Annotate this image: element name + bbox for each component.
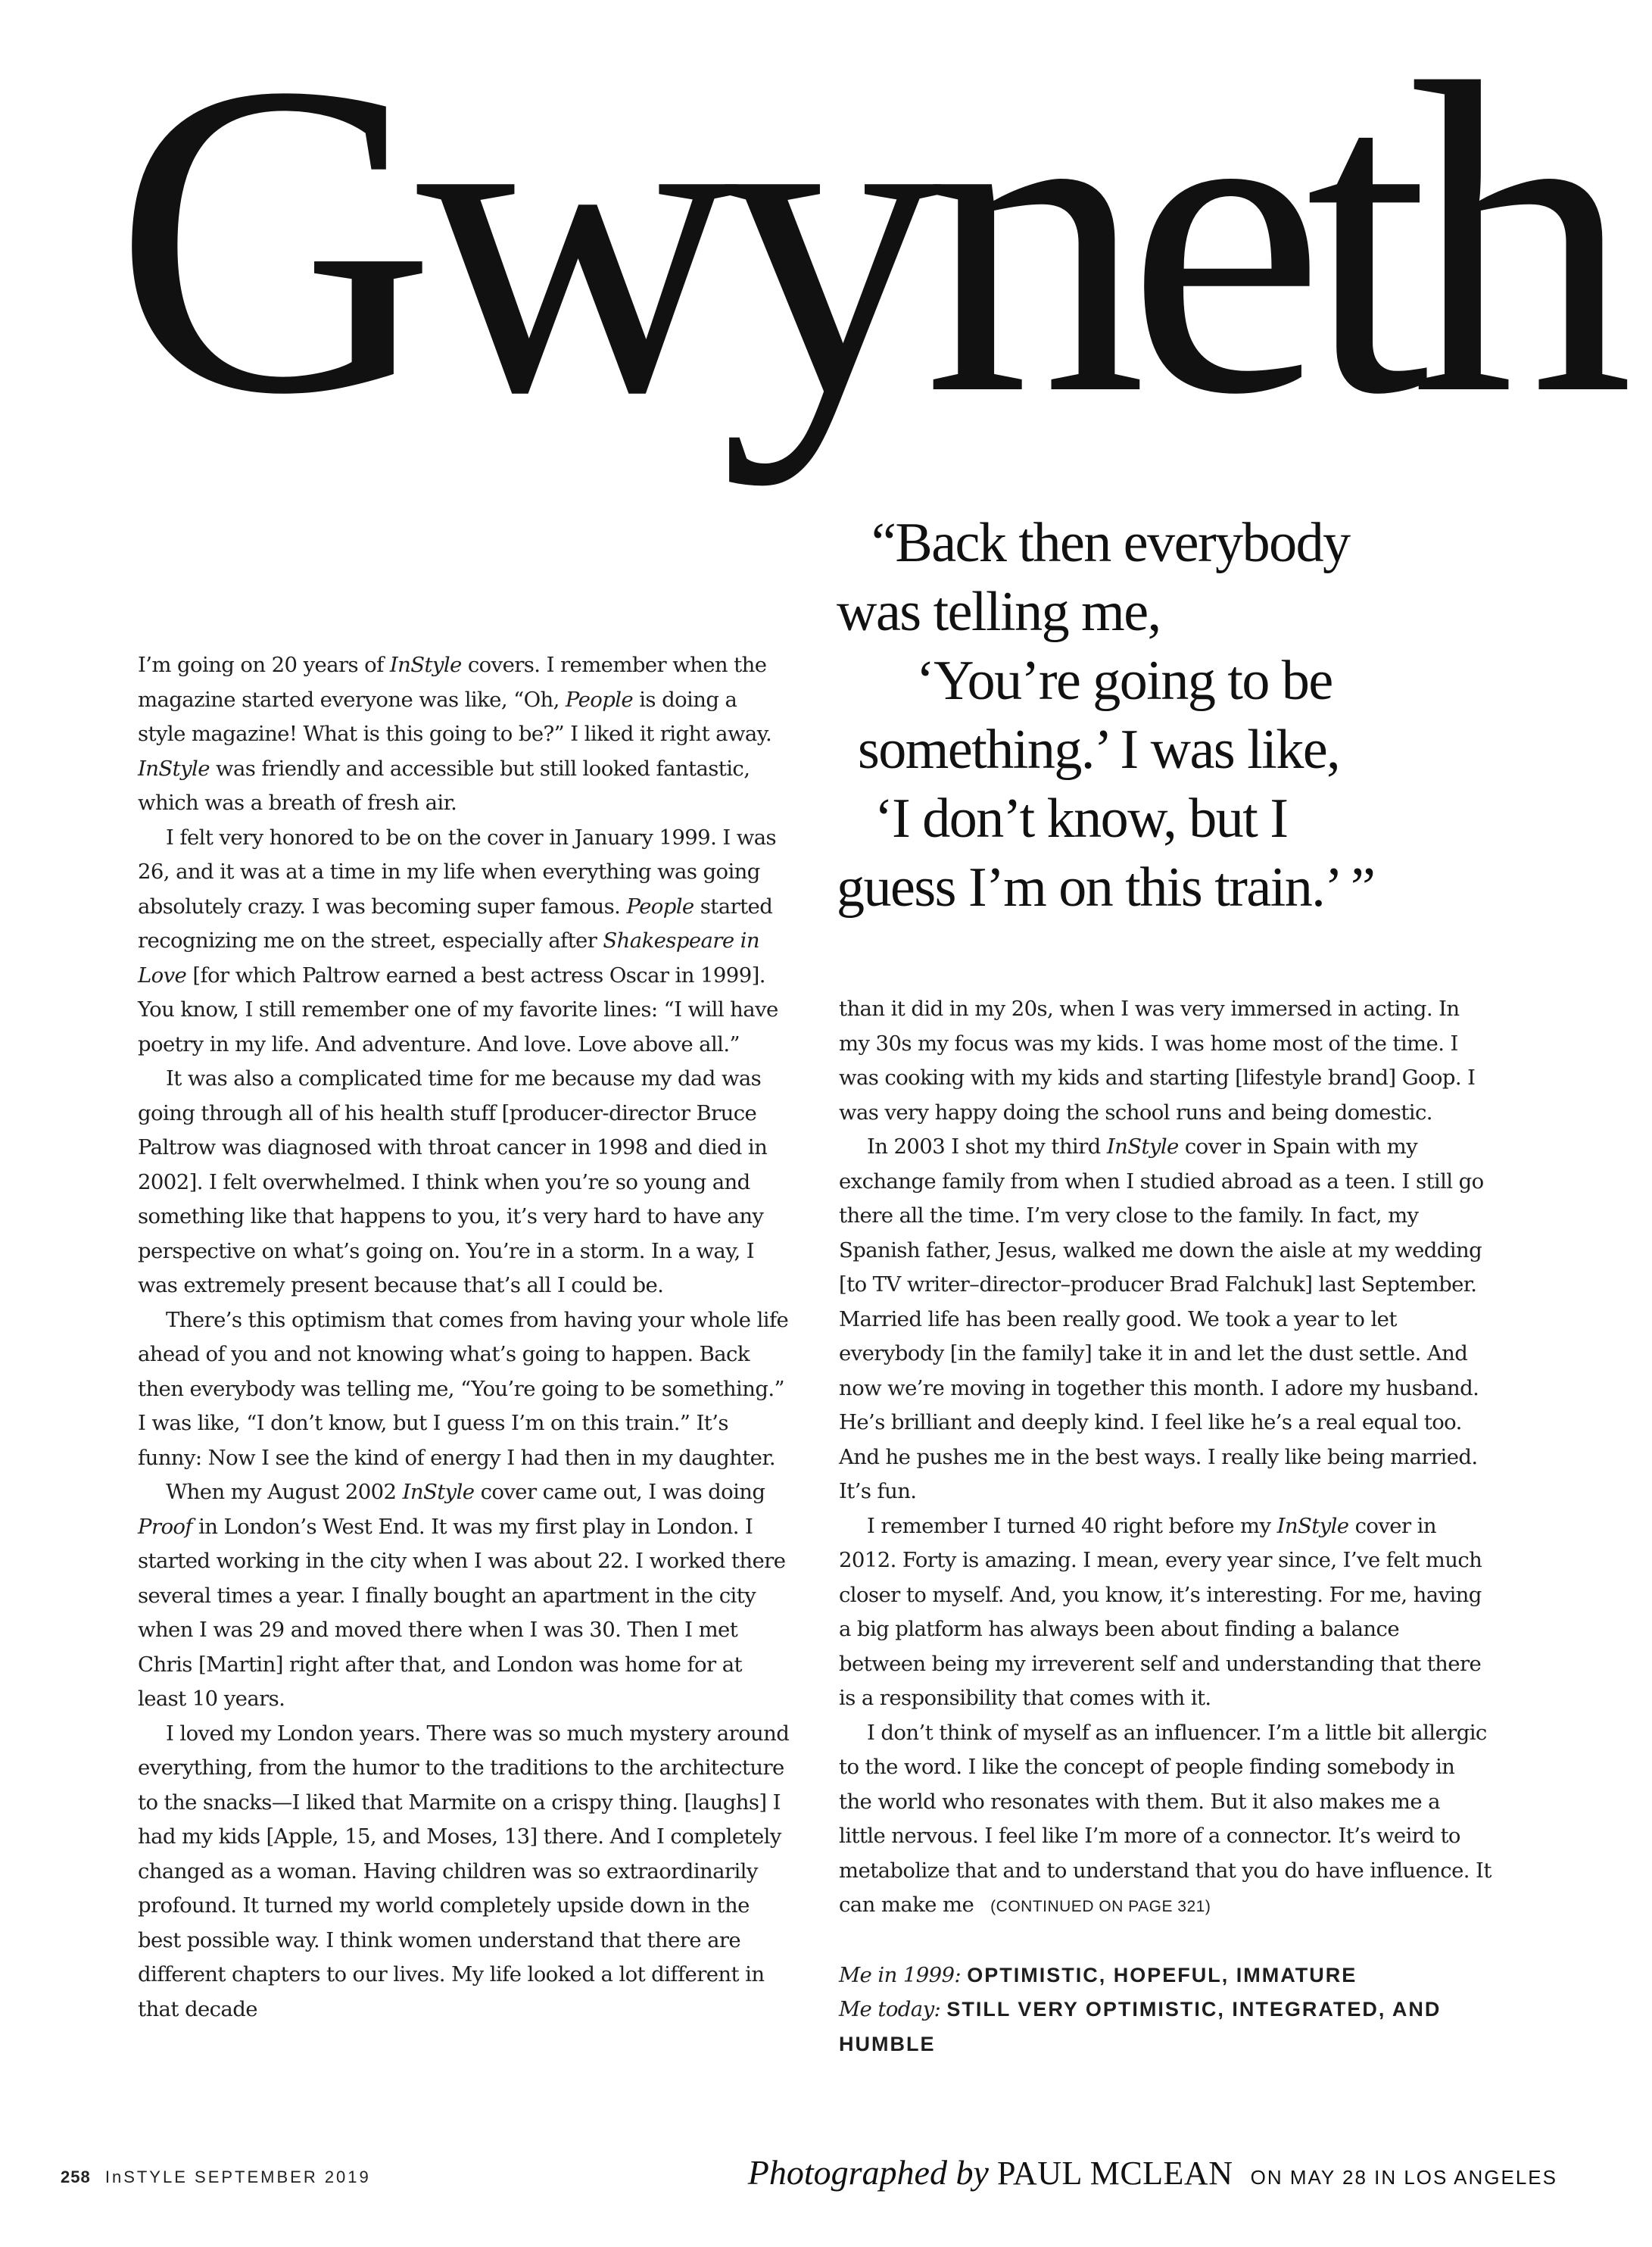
page-footer [61,2152,1591,2198]
publication-name: InSTYLE [104,2167,188,2186]
pull-quote-line: ‘I don’t know, but I [874,788,1288,850]
body-paragraph: There’s this optimism that comes from having your whole life ahead of you and not knowing what’s going to happen. Back then everybody was telling me, “You’re going to be something.” I was like, “I don’t know, but I guess I’m on this train.” It’s funny: Now I see the kind of energy I had then in my daughter. [138,1307,789,1470]
body-paragraph: I’m going on 20 years of InStyle covers. I remember when the magazine started everyone was like, “Oh, People is doing a style magazine! What is this going to be?” I liked it right away. InStyle was friendly and accessible but still looked fantastic, which was a breath of fresh air. [138,653,772,815]
pull-quote-line: guess I’m on this train.’ ” [837,857,1375,919]
body-column-left [138,648,790,2027]
issue-date: SEPTEMBER 2019 [195,2167,371,2186]
body-paragraph: In 2003 I shot my third InStyle cover in Spain with my exchange family from when I studied abroad as a teen. I still go there all the time. I’m very close to the family. In fact, my Spanish father, Jesus, walked me down the aisle at my wedding [to TV writer–director–producer Brad Falchuk] last September. Married life has been really good. We took a year to let everybody [in the family] take it in and let the dust settle. And now we’re moving in together this month. I adore my husband. He’s brilliant and deeply kind. I feel like he’s a real equal too. And he pushes me in the best ways. I really like being married. It’s fun. [839,1134,1484,1503]
photo-credit-label: Photographed by [747,2153,989,2192]
pull-quote [837,509,1548,922]
pull-quote-line: “Back then everybody [871,512,1350,574]
body-column-right [839,992,1491,2061]
continued-note: (CONTINUED ON PAGE 321) [990,1898,1211,1915]
body-paragraph: I loved my London years. There was so much mystery around everything, from the humor to the traditions to the architecture to the snacks—I liked that Marmite on a crispy thing. [laughs] I had my kids [Apple, 15, and Moses, 13] there. And I completely changed as a woman. Having children was so extraordinarily profound. It turned my world completely upside down in the best possible way. I think women understand that there are different chapters to our lives. My life looked a lot different in that decade [138,1721,790,2021]
body-paragraph [839,1716,1491,1924]
now-line [839,1993,1491,2061]
body-paragraph-text: I don’t think of myself as an influencer. I’m a little bit allergic to the word. I like the concept of people finding somebody in the world who resonates with them. But it also makes me a little nervous. I feel like I’m more of a connector. It’s weird to metabolize that and to understand that you do have influence. It can make me [839,1720,1491,1917]
now-value: STILL VERY OPTIMISTIC, INTEGRATED, AND HUMBLE [839,1998,1442,2055]
headline: Gwyneth [114,0,1613,486]
then-label: Me in 1999: [839,1962,962,1987]
body-paragraph: When my August 2002 InStyle cover came out, I was doing Proof in London’s West End. It was my first play in London. I started working in the city when I was about 22. I worked there several times a year. I finally bought an apartment in the city when I was 29 and moved there when I was 30. Then I met Chris [Martin] right after that, and London was home for at least 10 years. [138,1480,786,1711]
photographer-name: PAUL MCLEAN [996,2155,1233,2192]
page-number: 258 [61,2167,91,2186]
body-paragraph: than it did in my 20s, when I was very immersed in acting. In my 30s my focus was my kids. I was home most of the time. I was cooking with my kids and starting [lifestyle brand] Goop. I was very happy doing the school runs and being domestic. [839,997,1476,1125]
photo-credit [748,2152,1557,2192]
then-line [839,1958,1491,1993]
pull-quote-line: was telling me, [837,581,1161,643]
folio [61,2167,371,2187]
body-paragraph: It was also a complicated time for me because my dad was going through all of his health stuff [producer-director Bruce Paltrow was diagnosed with throat cancer in 1998 and died in 2002]. I felt overwhelmed. I think when you’re so young and something like that happens to you, it’s very hard to have any perspective on what’s going on. You’re in a storm. In a way, I was extremely present because that’s all I could be. [138,1066,768,1297]
then-value: OPTIMISTIC, HOPEFUL, IMMATURE [967,1963,1357,1986]
body-paragraph: I felt very honored to be on the cover in January 1999. I was 26, and it was at a time in my life when everything was going absolutely crazy. I was becoming super famous. People started recognizing me on the street, especially after Shakespeare in Love [for which Paltrow earned a best actress Oscar in 1999]. You know, I still remember one of my favorite lines: “I will have poetry in my life. And adventure. And love. Love above all.” [138,825,778,1056]
body-paragraph: I remember I turned 40 right before my InStyle cover in 2012. Forty is amazing. I mean, every year since, I’ve felt much closer to myself. And, you know, it’s interesting. For me, having a big platform has always been about finding a balance between being my irreverent self and understanding that there is a responsibility that comes with it. [839,1513,1482,1710]
pull-quote-line: something.’ I was like, [858,719,1340,781]
then-now-block [839,1958,1491,2062]
now-label: Me today: [839,1997,941,2021]
shoot-info: ON MAY 28 IN LOS ANGELES [1250,2166,1557,2189]
pull-quote-line: ‘You’re going to be [916,650,1333,712]
